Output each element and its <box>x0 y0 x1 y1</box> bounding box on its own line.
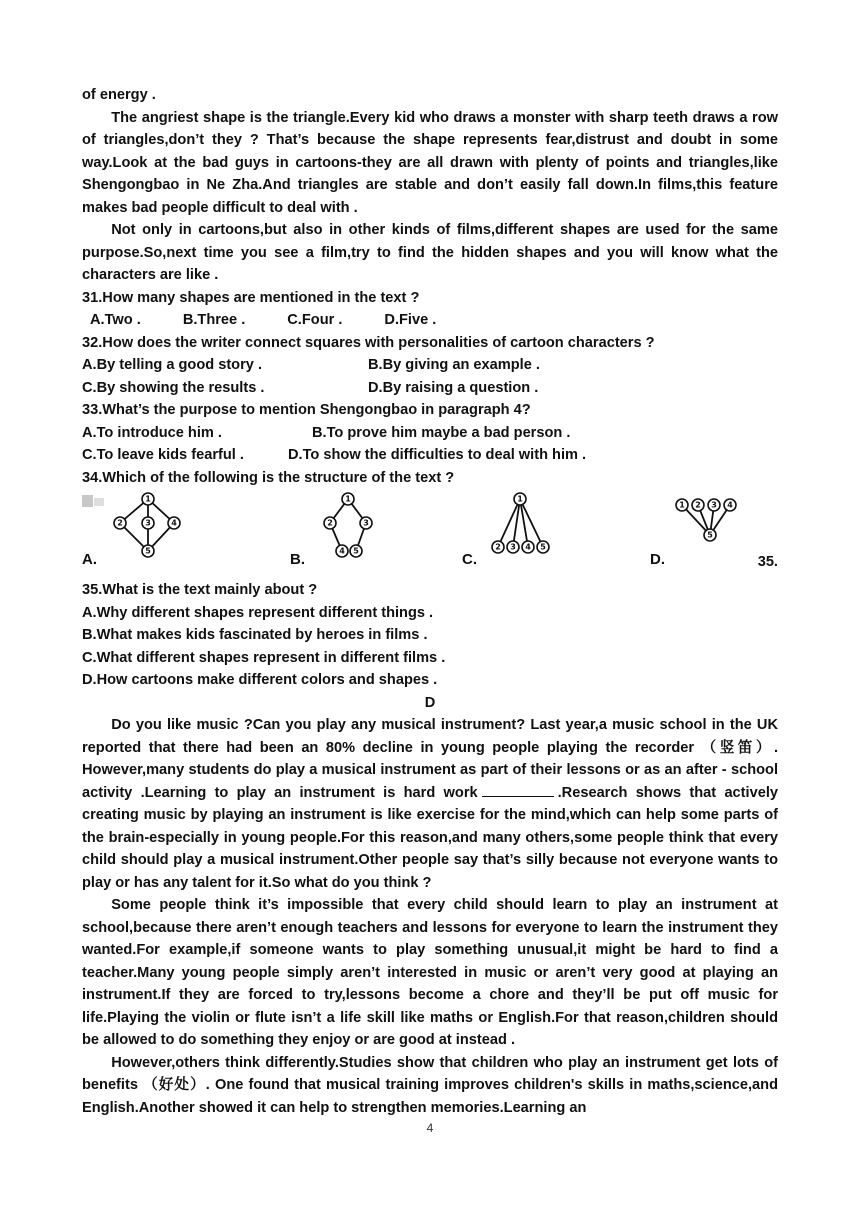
question-35-number-fragment: 35. <box>757 554 778 570</box>
question-32-stem: 32.How does the writer connect squares with personalities of cartoon characters ? <box>82 334 655 351</box>
diagram-b-label[interactable]: B. <box>290 551 305 568</box>
section-d-paragraph-1 <box>82 714 778 894</box>
svg-text:1: 1 <box>345 494 351 504</box>
q31-option-b[interactable]: B.Three . <box>182 312 246 328</box>
q35-option-d[interactable]: D.How cartoons make different colors and shapes . <box>82 672 438 688</box>
svg-text:2: 2 <box>327 518 333 528</box>
structure-diagram-c[interactable] <box>482 489 572 565</box>
svg-text:5: 5 <box>540 542 546 552</box>
svg-text:4: 4 <box>339 546 345 556</box>
diagram-d-label[interactable]: D. <box>650 551 665 568</box>
paragraph-conclusion: Not only in cartoons,but also in other kinds of films,different shapes are used for the same purpose.So,next time you see a film,try to find the hidden shapes and you will know what the characters are like . <box>82 222 778 283</box>
svg-text:4: 4 <box>727 500 733 510</box>
q35-option-a[interactable]: A.Why different shapes represent different things . <box>82 604 434 621</box>
q31-option-d[interactable]: D.Five . <box>384 312 437 328</box>
structure-diagram-d[interactable] <box>674 489 754 565</box>
q32-option-c[interactable]: C.By showing the results . <box>82 379 265 396</box>
q32-option-b[interactable]: B.By giving an example . <box>368 357 540 373</box>
q31-option-c[interactable]: C.Four . <box>287 312 343 328</box>
structure-diagrams <box>82 489 778 579</box>
svg-text:1: 1 <box>517 494 523 504</box>
svg-text:3: 3 <box>145 518 151 528</box>
p1-text-after-blank: .Research shows that actively creating music by playing an instrument is like exercise for the mind,which can help some parts of the brain-especially in young people.For this reason,and many others,some people think that every child should play a musical instrument.Other people say that’s silly because not everyone wants to play or has any talent for it.So what do you think ? <box>82 784 778 891</box>
answer-blank[interactable] <box>482 782 554 797</box>
svg-text:3: 3 <box>363 518 369 528</box>
q35-option-b[interactable]: B.What makes kids fascinated by heroes in films . <box>82 627 428 643</box>
svg-text:1: 1 <box>679 500 685 510</box>
q31-option-a[interactable]: A.Two . <box>90 312 141 328</box>
question-35-stem: 35.What is the text mainly about ? <box>82 582 318 598</box>
diagram-c-label[interactable]: C. <box>462 551 477 568</box>
q33-option-a[interactable]: A.To introduce him . <box>82 424 222 441</box>
page-number: 4 <box>426 1121 434 1135</box>
section-d-heading: D <box>424 694 436 711</box>
section-d-paragraph-2: Some people think it’s impossible that every child should learn to play an instrument at school,because there aren’t enough teachers and lessons for everyone to learn the instrument they wanted.For example,if someone wants to play something unusual,it might be hard to find a teacher.Many young people simply aren’t interested in music or aren’t very good at playing an instrument.If they are forced to try,lessons become a chore and they’ll be put off music for life.Playing the violin or flute isn’t a life skill like maths or English.For that reason,children should be allowed to do something they enjoy or are good at instead . <box>82 897 778 1048</box>
question-32-options-row2 <box>82 377 778 400</box>
paragraph-triangle: The angriest shape is the triangle.Every kid who draws a monster with sharp teeth draws a row of triangles,don’t they ? That’s because the shape represents fear,distrust and doubt in some way.Look at the bad guys in cartoons-they are all drawn with plenty of points and triangles,like Shengongbao in Ne Zha.And triangles are stable and don’t easily fall down.In films,this feature makes bad people difficult to deal with . <box>82 109 778 216</box>
svg-text:2: 2 <box>695 500 701 510</box>
q35-option-c[interactable]: C.What different shapes represent in different films . <box>82 649 446 666</box>
diagram-a-label[interactable]: A. <box>82 551 97 568</box>
q32-option-a[interactable]: A.By telling a good story . <box>82 357 263 373</box>
question-31-options <box>82 309 778 332</box>
question-34-stem: 34.Which of the following is the structure of the text ? <box>82 469 455 486</box>
question-31-stem: 31.How many shapes are mentioned in the text ? <box>82 289 420 306</box>
p1-text-before-blank: Do you like music ?Can you play any musical instrument? Last year,a music school in the UK reported that there had been an 80% decline in young people playing the recorder （竖笛）. However,many students do play a musical instrument as part of their lessons or as an after - school activity .Learning to play an instrument is hard work <box>82 717 778 801</box>
question-33-options-row2 <box>82 444 778 467</box>
question-33-stem: 33.What’s the purpose to mention Shengongbao in paragraph 4? <box>82 402 531 418</box>
paragraph-fragment: of energy . <box>82 87 156 103</box>
svg-text:2: 2 <box>495 542 501 552</box>
svg-text:1: 1 <box>145 494 151 504</box>
structure-diagram-b[interactable] <box>314 489 378 565</box>
svg-text:5: 5 <box>145 546 151 556</box>
svg-text:3: 3 <box>510 542 516 552</box>
svg-text:4: 4 <box>171 518 177 528</box>
svg-text:4: 4 <box>525 542 531 552</box>
document-page <box>82 84 778 1119</box>
q33-option-c[interactable]: C.To leave kids fearful . <box>82 447 244 463</box>
q33-option-d[interactable]: D.To show the difficulties to deal with him . <box>288 447 587 463</box>
structure-diagram-a[interactable] <box>110 489 190 565</box>
q33-option-b[interactable]: B.To prove him maybe a bad person . <box>312 424 571 441</box>
svg-text:3: 3 <box>711 500 717 510</box>
question-33-options-row1 <box>82 422 778 445</box>
q32-option-d[interactable]: D.By raising a question . <box>368 379 539 396</box>
scan-artifact <box>82 493 106 509</box>
svg-text:2: 2 <box>117 518 123 528</box>
svg-text:5: 5 <box>353 546 359 556</box>
svg-text:5: 5 <box>707 530 713 540</box>
question-32-options-row1 <box>82 354 778 377</box>
section-d-paragraph-3: However,others think differently.Studies show that children who play an instrument get lots of benefits （好处）. One found that musical training improves children's skills in maths,science,and English.Another showed it can help to strengthen memories.Learning an <box>82 1054 778 1116</box>
